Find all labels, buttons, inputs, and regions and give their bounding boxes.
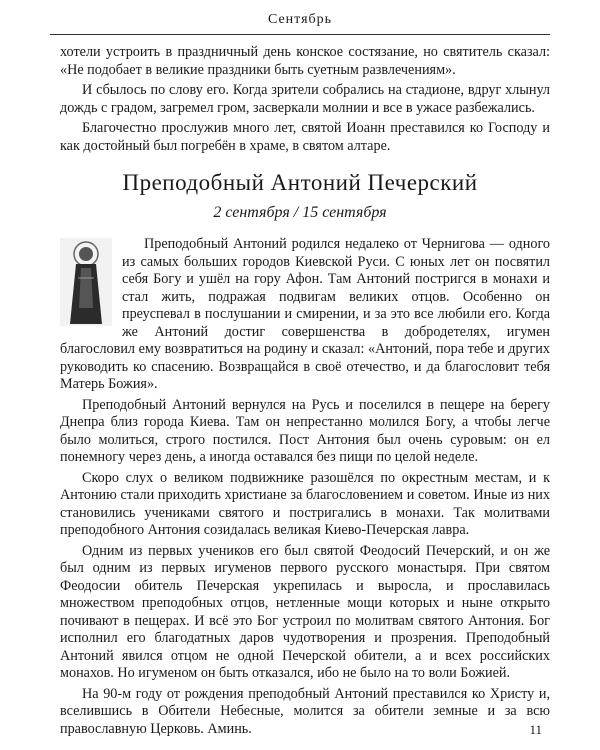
paragraph: Благочестно прослужив много лет, святой Иоанн преставился ко Господу и как достойный был погребён в храме, в святом алтаре.: [60, 120, 550, 154]
saint-icon: [60, 238, 112, 326]
running-header: Сентябрь: [267, 12, 333, 27]
article-date: 2 сентября / 15 сентября: [213, 204, 387, 221]
paragraph: Одним из первых учеников его был святой Феодосий Печерский, и он же был одним из первых игуменов первого русского монастыря. При святом Феодосии обитель Печерская укрепилась и выросла, и прославилась множеством преподобных отцов, нетленные мощи которых и ныне открыто почивают в пещерах. И всё это Бог устроил по молитвам святого Антония. Бог исполнил его благодатных даров чудотворения и прозрения. Преподобный Антоний явился отцом не одной Печерской обители, а и всех российских монахов. Но игуменом он быть отказался, ибо не было на то воли Божией.: [60, 542, 550, 681]
paragraph: Скоро слух о великом подвижнике разошёлся по окрестным местам, и к Антонию стали приходить христиане за благословением и советом. Иные из них становились учениками святого и постригались в монахи. Так молитвами преподобного Антония созидалась великая Киево-Печерская лавра.: [60, 469, 550, 538]
top-text-block: [60, 44, 550, 158]
header-rule: [50, 34, 550, 35]
paragraph: И сбылось по слову его. Когда зрители собрались на стадионе, вдруг хлынул дождь с градом, загремел гром, засверкали молнии и все в ужасе разбежались.: [60, 82, 550, 116]
paragraph: хотели устроить в праздничный день конское состязание, но святитель сказал: «Не подобает в великие праздники быть суетным развлечениям».: [60, 44, 550, 78]
page-number: 11: [529, 722, 542, 737]
paragraph: Преподобный Антоний вернулся на Русь и поселился в пещере на берегу Днепра близ города Киева. Там он непрестанно молился Богу, а чтобы легче было молиться, строго постился. Пост Антония был очень суровым: он ел понемногу через день, а иногда оставался без пищи по целой неделе.: [60, 396, 550, 465]
paragraph: Преподобный Антоний родился недалеко от Чернигова — одного из самых больших городов Киевской Руси. С юных лет он посвятил себя Богу и ушёл на гору Афон. Там Антоний постригся в монахи и стал жить, подражая подвигам великих отцов. Особенно он преуспевал в послушании и смирении, и за это все любили его. Когда же Антоний достиг совершенства в добродетелях, игумен благословил ему возвратиться на родину и сказал: «Антоний, пора тебе и других руководить ко спасению. Возвращайся в своё отечество, и да благословит тебя Матерь Божия».: [60, 236, 550, 392]
paragraph: На 90-м году от рождения преподобный Антоний преставился ко Христу и, вселившись в Обители Небесные, молится за обители земные и за всю православную Церковь. Аминь.: [60, 685, 550, 737]
article-title: Преподобный Антоний Печерский: [122, 170, 478, 195]
article-body: [60, 236, 550, 741]
